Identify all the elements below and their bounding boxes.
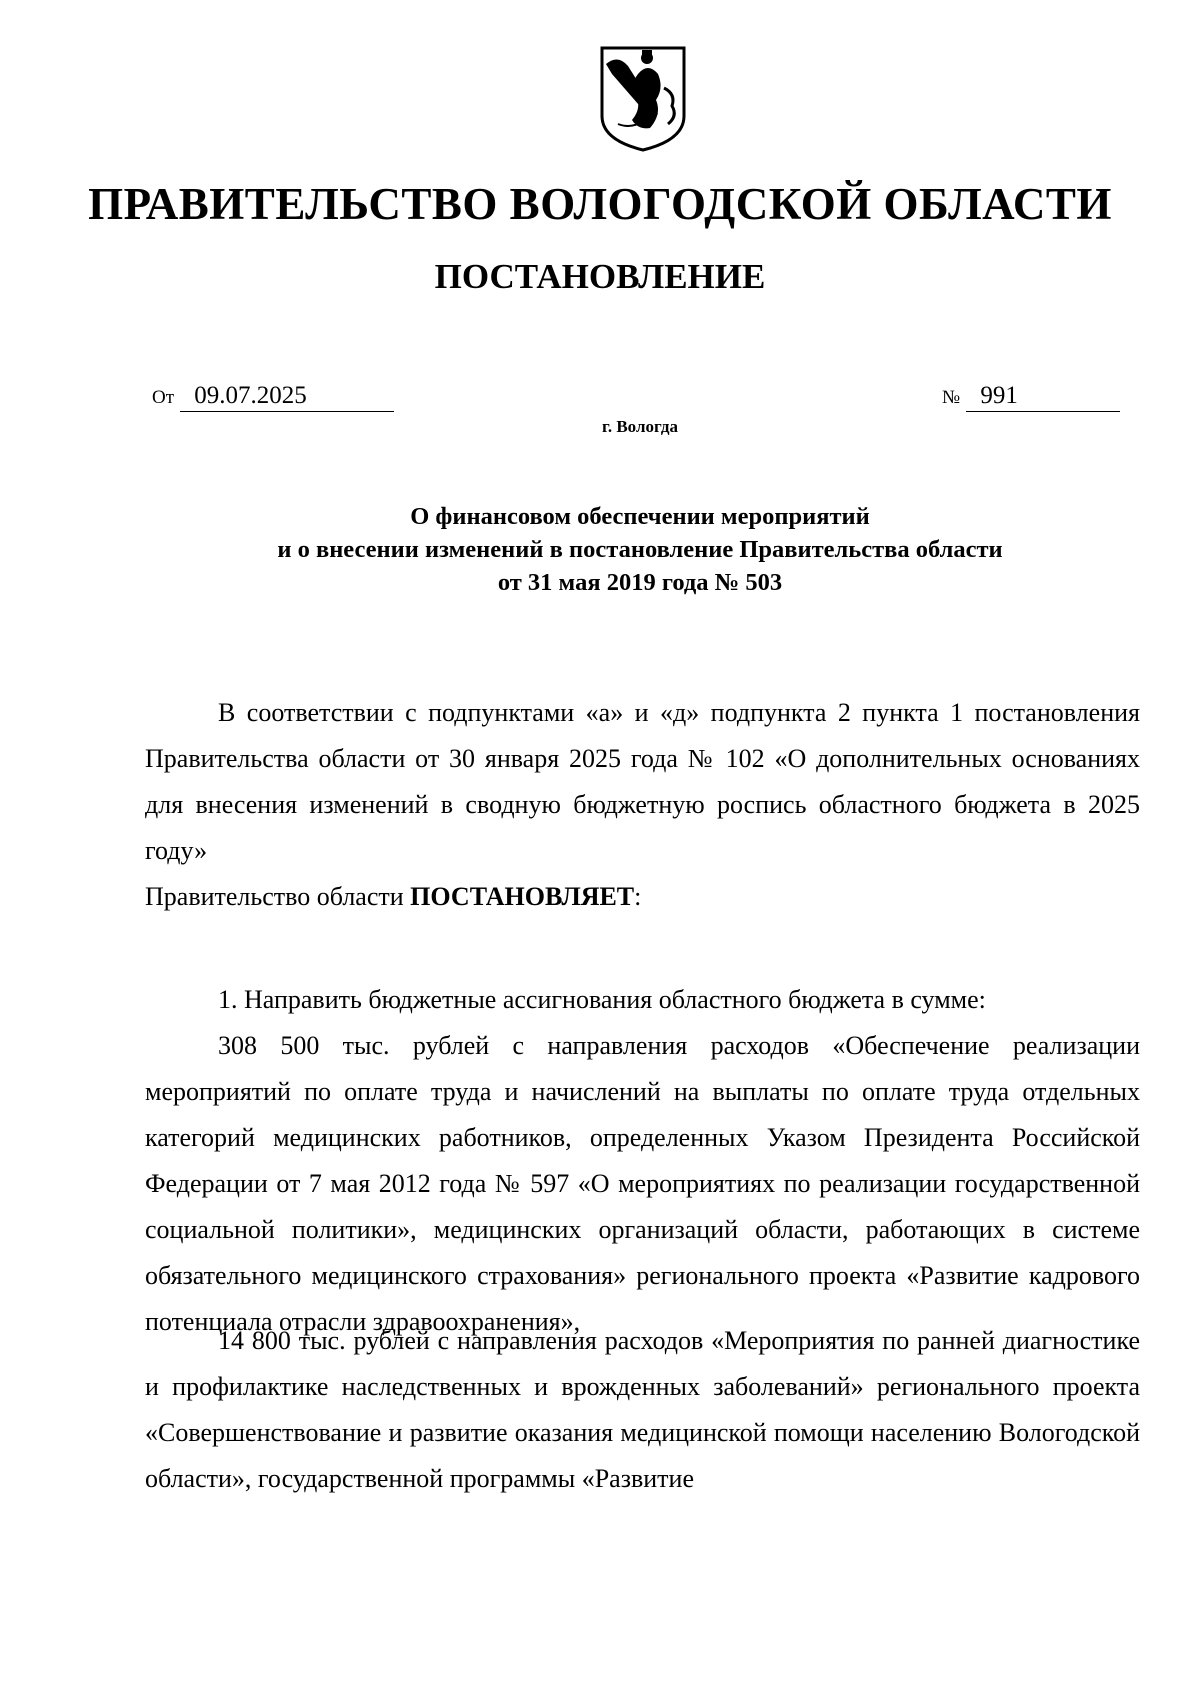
- item-1-subparagraph-b-wrap: [145, 1318, 1140, 1502]
- title-line-2: и о внесении изменений в постановление Правительства области: [277, 536, 1003, 563]
- title-line-1: О финансовом обеспечении мероприятий: [410, 503, 870, 530]
- number-label: №: [942, 387, 961, 408]
- document-title: [0, 500, 1200, 599]
- resolves-suffix: :: [634, 882, 642, 911]
- title-line-3: от 31 мая 2019 года № 503: [497, 569, 783, 596]
- resolves-keyword: ПОСТАНОВЛЯЕТ: [410, 882, 635, 911]
- document-date: 09.07.2025: [180, 382, 394, 412]
- item-1-subparagraph-a: 308 500 тыс. рублей с направления расходов «Обеспечение реализации мероприятий по оплате труда и начислений на выплаты по оплате труда отдельных категорий медицинских работников, определенных Указом Президента Российской Федерации от 7 мая 2012 года № 597 «О мероприятиях по реализации государственной социальной политики», медицинских организаций области, работающих в системе обязательного медицинского страхования» регионального проекта «Развитие кадрового потенциала отрасли здравоохранения»,: [145, 1031, 1140, 1336]
- item-1: [145, 977, 1140, 1345]
- document-number: 991: [966, 382, 1120, 412]
- preamble-paragraph: [145, 690, 1140, 920]
- resolves-prefix: Правительство области: [145, 882, 404, 911]
- organization-title: ПРАВИТЕЛЬСТВО ВОЛОГОДСКОЙ ОБЛАСТИ: [88, 179, 1112, 229]
- preamble-text: В соответствии с подпунктами «а» и «д» подпункта 2 пункта 1 постановления Правительства области от 30 января 2025 года № 102 «О дополнительных основаниях для внесения изменений в сводную бюджетную роспись областного бюджета в 2025 году»: [145, 698, 1140, 865]
- number-field: [942, 382, 1120, 412]
- resolves-line: [145, 874, 1140, 920]
- document-type: ПОСТАНОВЛЕНИЕ: [434, 257, 766, 296]
- date-field: [152, 382, 394, 412]
- item-1-heading: 1. Направить бюджетные ассигнования областного бюджета в сумме:: [218, 985, 986, 1014]
- city: г. Вологда: [602, 417, 678, 436]
- item-1-subparagraph-b: 14 800 тыс. рублей с направления расходов «Мероприятия по ранней диагностике и профилактике наследственных и врожденных заболеваний» регионального проекта «Совершенствование и развитие оказания медицинской помощи населению Вологодской области», государственной программы «Развитие: [145, 1326, 1140, 1493]
- date-label: От: [152, 387, 175, 408]
- vologda-coat-of-arms-icon: [598, 44, 688, 152]
